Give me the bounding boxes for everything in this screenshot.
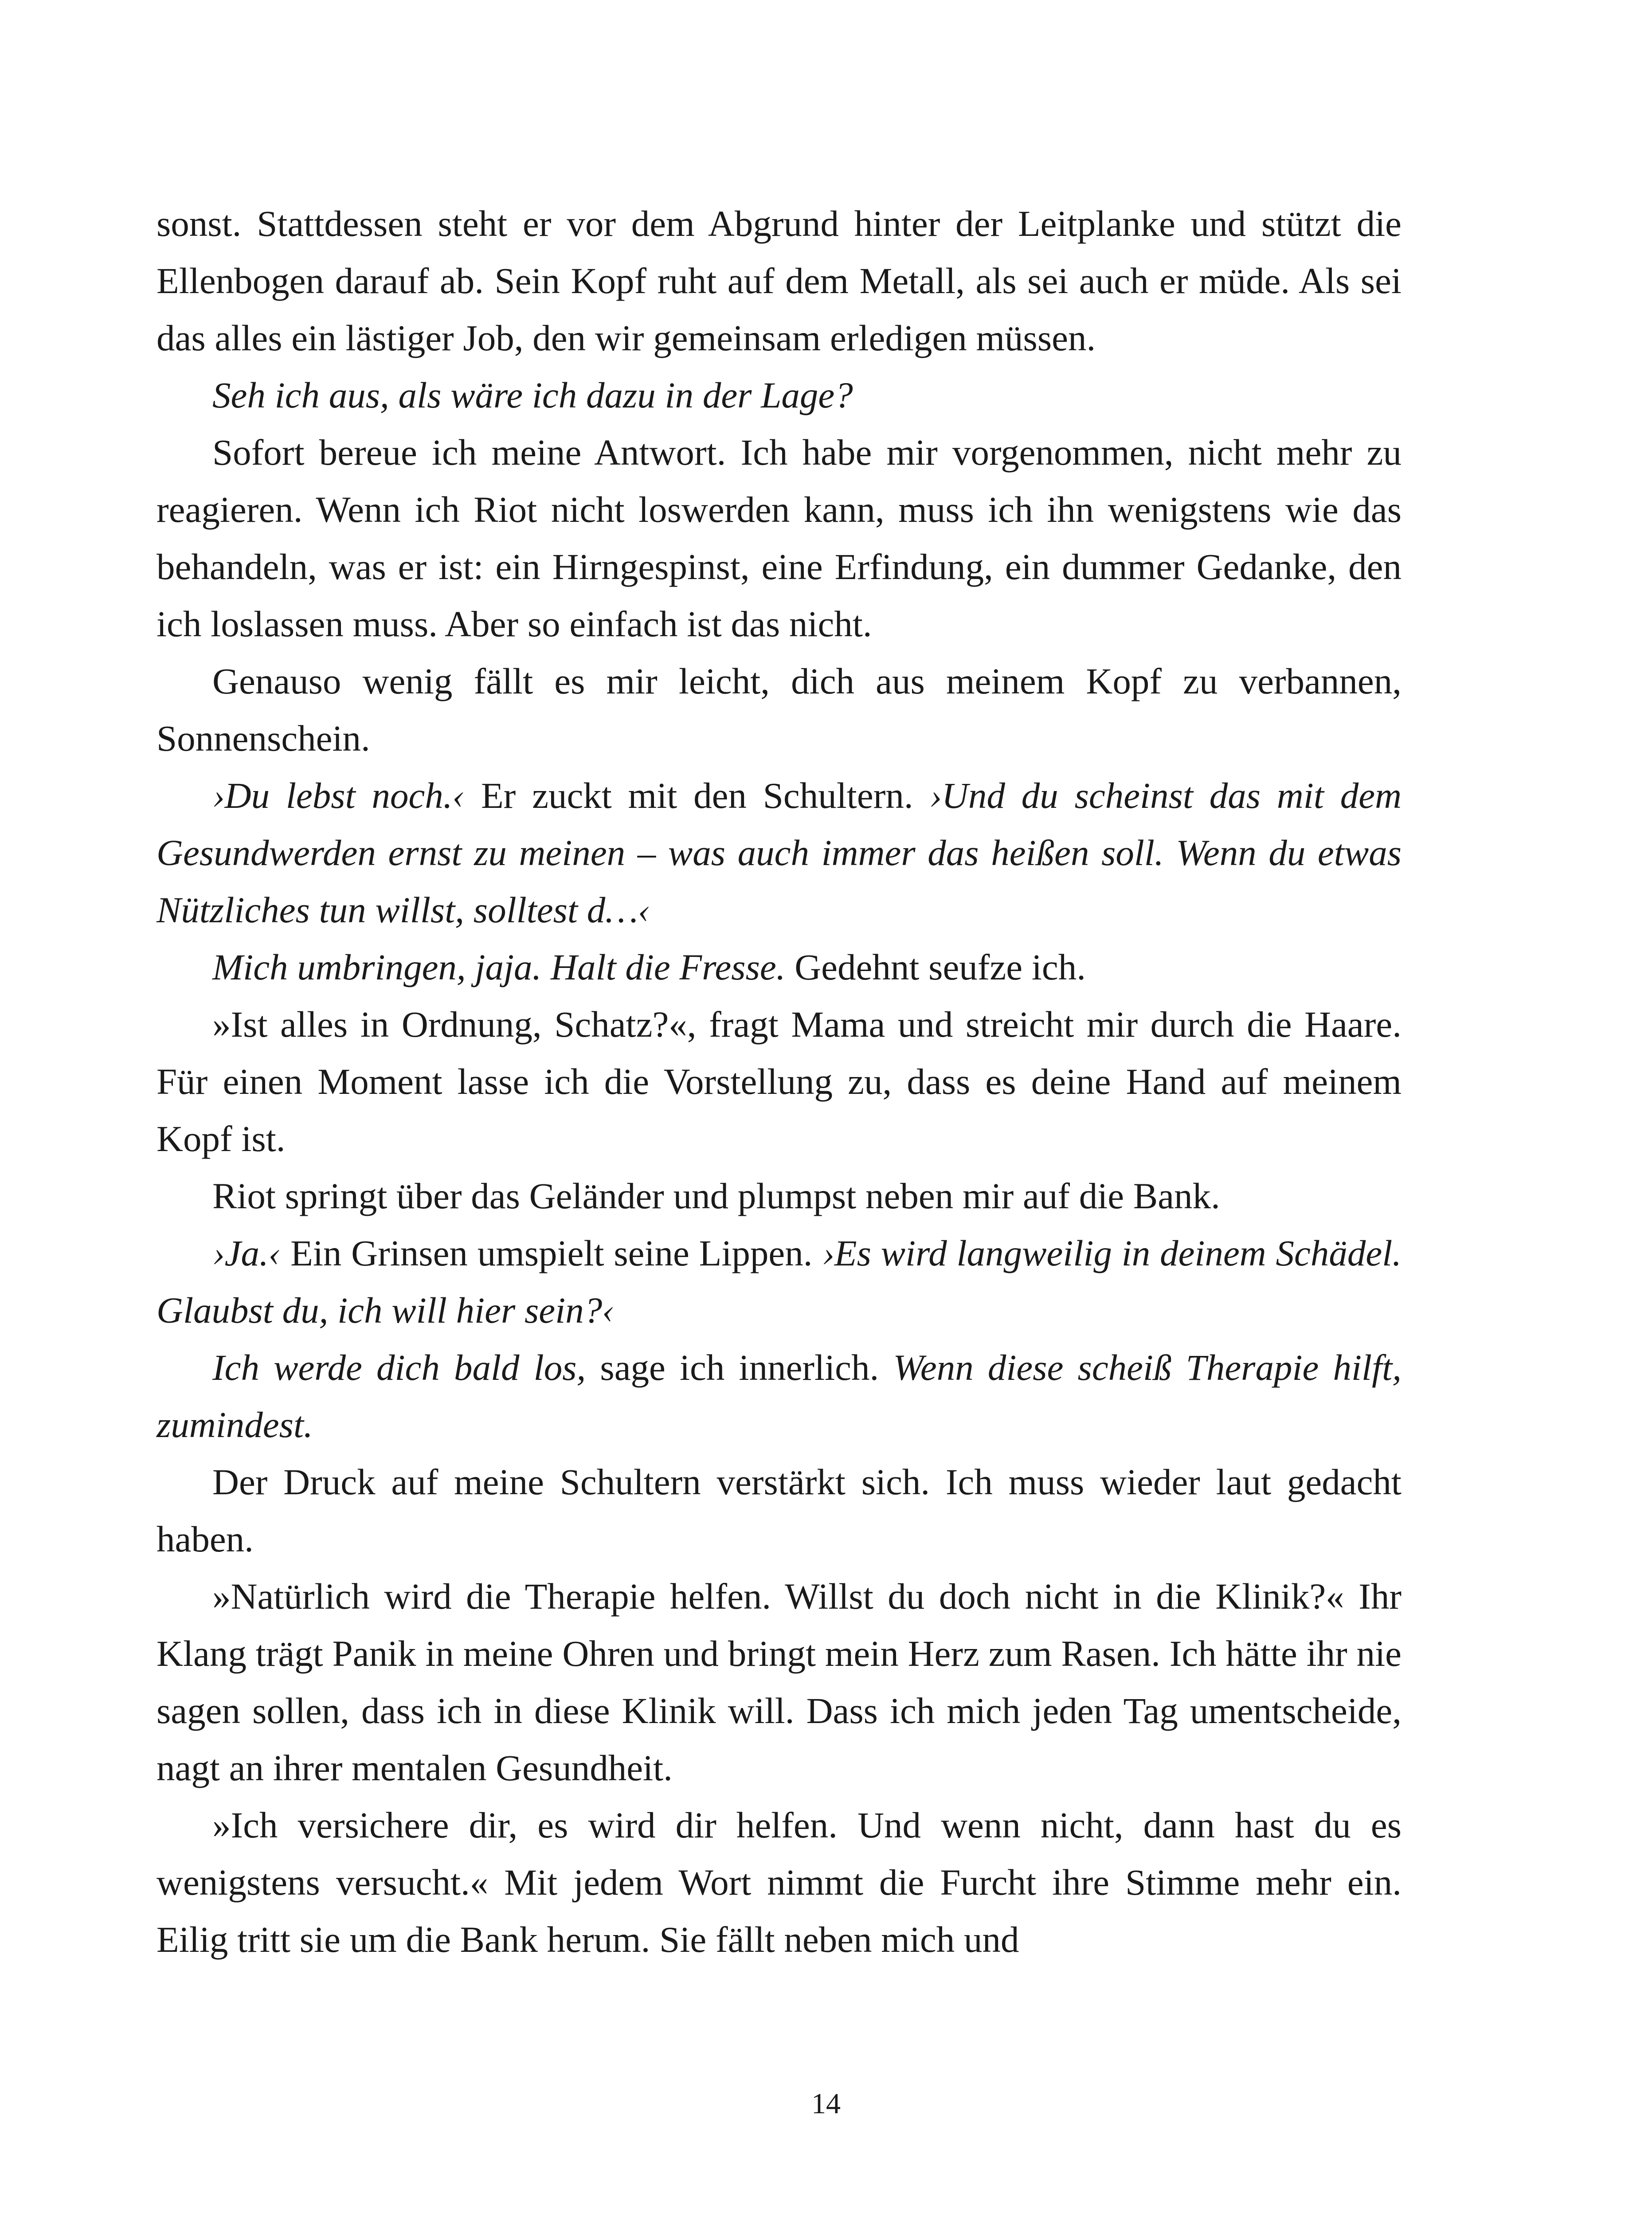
paragraph [157,424,1401,653]
text-run: Gedehnt seufze ich. [785,947,1086,987]
text-run: Ein Grinsen umspielt seine Lippen. [281,1233,822,1273]
text-run: Sofort bereue ich meine Antwort. Ich habe mir vorgenommen, nicht mehr zu reagieren. Wenn ich Riot nicht loswerden kann, muss ich ihn wenigstens wie das behandeln, was er ist: ein Hirngespinst, eine Erfindung, ein dummer Gedanke, den ich loslassen muss. Aber so einfach ist das nicht. [157,432,1401,644]
paragraph [157,1453,1401,1568]
paragraph [157,767,1401,939]
text-run: sonst. Stattdessen steht er vor dem Abgrund hinter der Leitplanke und stützt die Ellenbogen darauf ab. Sein Kopf ruht auf dem Metall, als sei auch er müde. Als sei das alles ein lästiger Job, den wir gemeinsam erledigen müssen. [157,203,1401,358]
text-run: »Ist alles in Ordnung, Schatz?«, fragt Mama und streicht mir durch die Haare. Für einen Moment lasse ich die Vorstellung zu, dass es deine Hand auf meinem Kopf ist. [157,1004,1401,1159]
paragraph [157,1167,1401,1225]
paragraph [157,939,1401,996]
paragraph [157,195,1401,367]
paragraph [157,1339,1401,1453]
italic-text-run: ›Du lebst noch.‹ [212,775,465,816]
italic-text-run: Ich werde dich bald los, [212,1347,586,1388]
paragraph [157,1225,1401,1339]
text-run: Der Druck auf meine Schultern verstärkt sich. Ich muss wieder laut gedacht haben. [157,1461,1401,1559]
text-run: Riot springt über das Geländer und plumpst neben mir auf die Bank. [212,1175,1220,1216]
page-number: 14 [811,2088,841,2120]
text-run: Genauso wenig fällt es mir leicht, dich aus meinem Kopf zu verbannen, Sonnenschein. [157,661,1401,759]
text-run: »Natürlich wird die Therapie helfen. Willst du doch nicht in die Klinik?« Ihr Klang trägt Panik in meine Ohren und bringt mein Herz zum Rasen. Ich hätte ihr nie sagen sollen, dass ich in diese Klinik will. Dass ich mich jeden Tag umentscheide, nagt an ihrer mentalen Gesundheit. [157,1576,1401,1788]
italic-text-run: ›Ja.‹ [212,1233,281,1273]
text-run: Er zuckt mit den Schultern. [465,775,930,816]
paragraph [157,653,1401,767]
italic-text-run: ›Es wird langweilig in deinem Schädel. Glaubst du, ich will hier sein?‹ [157,1233,1401,1331]
italic-text-run: Seh ich aus, als wäre ich dazu in der Lage? [212,375,853,415]
paragraph [157,1568,1401,1797]
italic-text-run: ›Und du scheinst das mit dem Gesundwerden ernst zu meinen – was auch immer das heißen soll. Wenn du etwas Nützliches tun willst, solltest d…‹ [157,775,1402,930]
paragraph [157,1797,1401,1968]
italic-text-run: Wenn diese scheiß Therapie hilft, zumindest. [157,1347,1401,1445]
body-text [157,195,1401,1968]
paragraph [157,996,1401,1167]
paragraph [157,367,1401,424]
text-run: sage ich innerlich. [586,1347,893,1388]
italic-text-run: Mich umbringen, jaja. Halt die Fresse. [212,947,786,987]
text-run: »Ich versichere dir, es wird dir helfen. Und wenn nicht, dann hast du es wenigstens versucht.« Mit jedem Wort nimmt die Furcht ihre Stimme mehr ein. Eilig tritt sie um die Bank herum. Sie fällt neben mich und [157,1805,1401,1960]
